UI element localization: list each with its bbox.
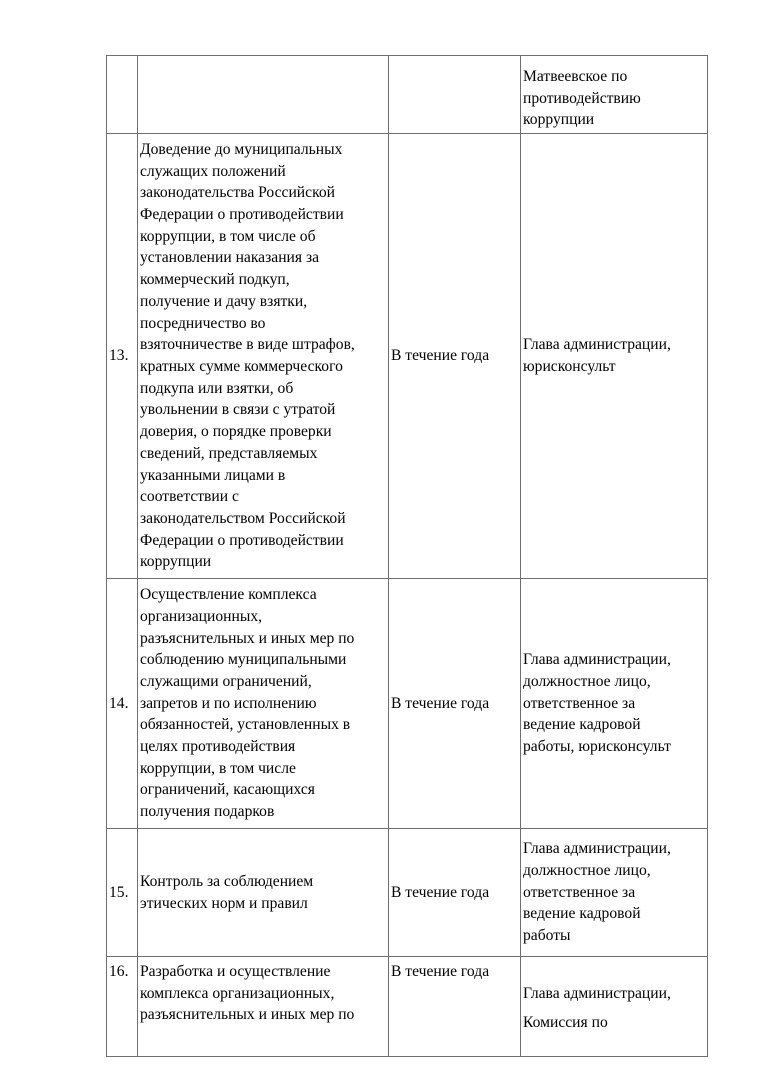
row-number-cell	[107, 56, 138, 134]
table-row	[107, 134, 708, 579]
term-cell: В течение года	[389, 829, 521, 957]
responsible-cell	[521, 957, 708, 1057]
responsible-cell: Глава администрации, должностное лицо, ответственное за ведение кадровой работы	[521, 829, 708, 957]
measures-table	[106, 55, 708, 1057]
responsible-cell: Глава администрации, юрисконсульт	[521, 134, 708, 579]
term-cell: В течение года	[389, 957, 521, 1057]
action-cell: Осуществление комплекса организационных, разъяснительных и иных мер по соблюдению муниципальными служащими ограничений, запретов и по исполнению обязанностей, установленных в целях противодействия коррупции, в том числе ограничений, касающихся получения подарков	[138, 579, 389, 829]
responsible-line: Глава администрации,	[523, 984, 671, 1002]
row-number-cell: 14.	[107, 579, 138, 829]
term-cell	[389, 56, 521, 134]
responsible-cell: Матвеевское по противодействию коррупции	[521, 56, 708, 134]
table-row	[107, 829, 708, 957]
term-cell: В течение года	[389, 579, 521, 829]
term-cell: В течение года	[389, 134, 521, 579]
row-number-cell: 13.	[107, 134, 138, 579]
action-cell: Разработка и осуществление комплекса организационных, разъяснительных и иных мер по	[138, 957, 389, 1057]
action-cell	[138, 56, 389, 134]
table-row	[107, 957, 708, 1057]
table-row	[107, 579, 708, 829]
row-number-cell: 16.	[107, 957, 138, 1057]
action-cell: Доведение до муниципальных служащих положений законодательства Российской Федерации о противодействии коррупции, в том числе об установлении наказания за коммерческий подкуп, получение и дачу взятки, посредничество во взяточничестве в виде штрафов, кратных сумме коммерческого подкупа или взятки, об увольнении в связи с утратой доверия, о порядке проверки сведений, представляемых указанными лицами в соответствии с законодательством Российской Федерации о противодействии коррупции	[138, 134, 389, 579]
responsible-line: Комиссия по	[523, 1014, 608, 1032]
table-row	[107, 56, 708, 134]
responsible-cell: Глава администрации, должностное лицо, ответственное за ведение кадровой работы, юрисконсульт	[521, 579, 708, 829]
action-cell: Контроль за соблюдением этических норм и правил	[138, 829, 389, 957]
row-number-cell: 15.	[107, 829, 138, 957]
